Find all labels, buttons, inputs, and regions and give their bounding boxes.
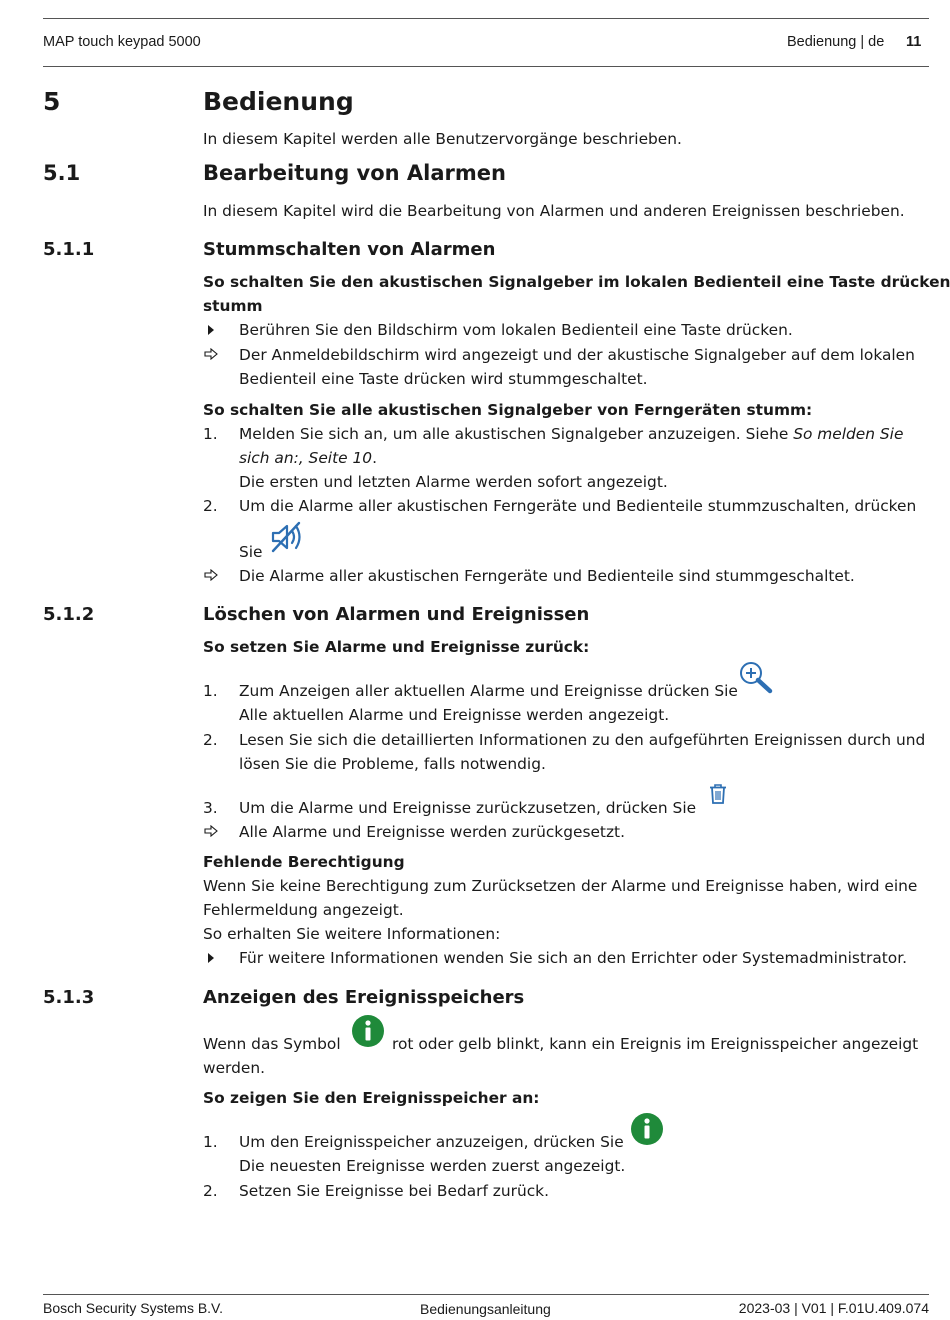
- section-5-1-2-number: 5.1.2: [43, 604, 95, 625]
- procedure-step-continued: lösen Sie die Probleme, falls notwendig.: [239, 755, 546, 773]
- section-intro-end: werden.: [203, 1059, 265, 1077]
- zoom-in-icon: [738, 660, 774, 694]
- step-number: 1.: [203, 682, 218, 700]
- section-5-1-intro: In diesem Kapitel wird die Bearbeitung von Alarmen und anderen Ereignissen beschrieben.: [203, 202, 905, 220]
- footer-company: Bosch Security Systems B.V.: [43, 1300, 223, 1316]
- result-arrow-icon: [204, 569, 218, 581]
- step-result: Alle aktuellen Alarme und Ereignisse werden angezeigt.: [239, 706, 670, 724]
- footer-version: 2023-03 | V01 | F.01U.409.074: [738, 1300, 929, 1316]
- section-5-1-1-title: Stummschalten von Alarmen: [203, 239, 496, 260]
- footer-rule: [43, 1294, 929, 1295]
- result-arrow-icon: [204, 348, 218, 360]
- note-text: Wenn Sie keine Berechtigung zum Zurücksetzen der Alarme und Ereignisse haben, wird eine: [203, 877, 918, 895]
- step-text: Melden Sie sich an, um alle akustischen Signalgeber anzuzeigen. Siehe: [239, 425, 794, 443]
- step-arrow-icon: [207, 324, 215, 336]
- step-number: 1.: [203, 1133, 218, 1151]
- header-page-number: 11: [906, 34, 922, 50]
- note-heading: Fehlende Berechtigung: [203, 853, 405, 871]
- note-text-more-info: So erhalten Sie weitere Informationen:: [203, 925, 501, 943]
- procedure-result: Die Alarme aller akustischen Ferngeräte und Bedienteile sind stummgeschaltet.: [239, 567, 855, 585]
- footer-document-type: Bedienungsanleitung: [420, 1301, 551, 1317]
- step-result: Die ersten und letzten Alarme werden sofort angezeigt.: [239, 473, 668, 491]
- speaker-muted-icon: [270, 520, 306, 554]
- procedure-step: Zum Anzeigen aller aktuellen Alarme und Ereignisse drücken Sie: [239, 682, 738, 700]
- section-5-1-1-number: 5.1.1: [43, 239, 95, 260]
- procedure-step: Berühren Sie den Bildschirm vom lokalen Bedienteil eine Taste drücken.: [239, 321, 793, 339]
- procedure-result: Alle Alarme und Ereignisse werden zurückgesetzt.: [239, 823, 625, 841]
- procedure-step: Setzen Sie Ereignisse bei Bedarf zurück.: [239, 1182, 549, 1200]
- step-arrow-icon: [207, 952, 215, 964]
- procedure-heading: So schalten Sie den akustischen Signalgeber im lokalen Bedienteil eine Taste drücken: [203, 273, 950, 291]
- info-icon: [351, 1014, 385, 1048]
- procedure-heading: So schalten Sie alle akustischen Signalgeber von Ferngeräten stumm:: [203, 401, 813, 419]
- section-5-1-3-title: Anzeigen des Ereignisspeichers: [203, 987, 525, 1008]
- step-number: 3.: [203, 799, 218, 817]
- trash-icon: [708, 783, 728, 805]
- cross-reference-link[interactable]: sich an:, Seite 10: [239, 449, 373, 467]
- section-5-1-title: Bearbeitung von Alarmen: [203, 161, 506, 185]
- step-result: Die neuesten Ereignisse werden zuerst angezeigt.: [239, 1157, 626, 1175]
- chapter-number: 5: [43, 87, 61, 116]
- step-text-end: .: [372, 449, 377, 467]
- section-5-1-3-number: 5.1.3: [43, 987, 95, 1008]
- section-5-1-2-title: Löschen von Alarmen und Ereignissen: [203, 604, 590, 625]
- header-document-title: MAP touch keypad 5000: [43, 34, 201, 50]
- procedure-step: Um die Alarme und Ereignisse zurückzusetzen, drücken Sie: [239, 799, 697, 817]
- procedure-step: Um die Alarme aller akustischen Ferngeräte und Bedienteile stummzuschalten, drücken: [239, 497, 917, 515]
- header-bottom-rule: [43, 66, 929, 67]
- header-top-rule: [43, 18, 929, 19]
- section-intro: Wenn das Symbol: [203, 1035, 341, 1053]
- procedure-step: Lesen Sie sich die detaillierten Informationen zu den aufgeführten Ereignissen durch und: [239, 731, 926, 749]
- header-section-label: Bedienung | de: [787, 34, 885, 50]
- result-arrow-icon: [204, 825, 218, 837]
- note-step: Für weitere Informationen wenden Sie sich an den Errichter oder Systemadministrator.: [239, 949, 908, 967]
- step-number: 2.: [203, 497, 218, 515]
- procedure-step: [239, 422, 903, 446]
- info-icon: [630, 1112, 664, 1146]
- section-5-1-number: 5.1: [43, 161, 81, 185]
- section-intro-continued: rot oder gelb blinkt, kann ein Ereignis im Ereignisspeicher angezeigt: [392, 1035, 919, 1053]
- procedure-heading: So zeigen Sie den Ereignisspeicher an:: [203, 1089, 540, 1107]
- procedure-heading: So setzen Sie Alarme und Ereignisse zurück:: [203, 638, 590, 656]
- cross-reference-link[interactable]: So melden Sie: [793, 425, 904, 443]
- chapter-intro: In diesem Kapitel werden alle Benutzervorgänge beschrieben.: [203, 130, 682, 148]
- procedure-result-continued: Bedienteil eine Taste drücken wird stummgeschaltet.: [239, 370, 648, 388]
- chapter-title: Bedienung: [203, 87, 354, 116]
- procedure-step-continued: [239, 446, 377, 470]
- procedure-step-continued: Sie: [239, 543, 263, 561]
- procedure-step: Um den Ereignisspeicher anzuzeigen, drücken Sie: [239, 1133, 624, 1151]
- step-number: 1.: [203, 425, 218, 443]
- procedure-heading-continued: stumm: [203, 297, 263, 315]
- note-text-continued: Fehlermeldung angezeigt.: [203, 901, 404, 919]
- step-number: 2.: [203, 731, 218, 749]
- procedure-result: Der Anmeldebildschirm wird angezeigt und der akustische Signalgeber auf dem lokalen: [239, 346, 915, 364]
- step-number: 2.: [203, 1182, 218, 1200]
